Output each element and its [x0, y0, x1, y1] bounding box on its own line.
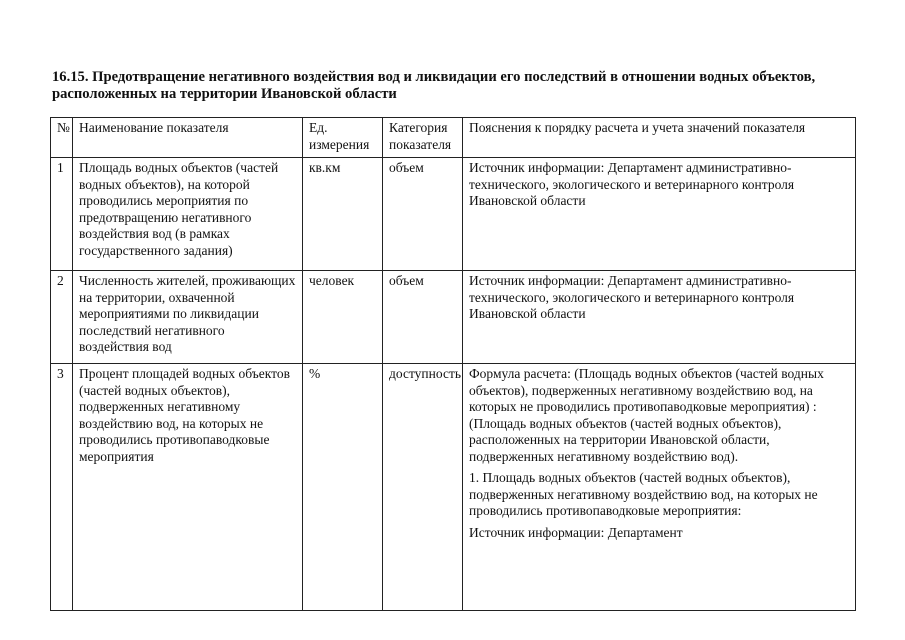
header-explanation: Пояснения к порядку расчета и учета значений показателя — [463, 118, 856, 158]
header-unit: Ед. измерения — [303, 118, 383, 158]
cell-explanation — [463, 158, 856, 271]
section-heading: 16.15. Предотвращение негативного воздействия вод и ликвидации его последствий в отношении водных объектов, расположенных на территории Ивановской области — [52, 69, 816, 102]
cell-category: объем — [383, 158, 463, 271]
table-row — [51, 271, 856, 364]
table-row — [51, 364, 856, 611]
cell-category: доступность — [383, 364, 463, 611]
table-row — [51, 158, 856, 271]
cell-unit: человек — [303, 271, 383, 364]
cell-name: Площадь водных объектов (частей водных объектов), на которой проводились мероприятия по предотвращению негативного воздействия вод (в рамках государственного задания) — [73, 158, 303, 271]
cell-category: объем — [383, 271, 463, 364]
explanation-paragraph: Источник информации: Департамент административно-технического, экологического и ветеринарного контроля Ивановской области — [469, 273, 795, 321]
cell-num: 1 — [51, 158, 73, 271]
cell-name: Численность жителей, проживающих на территории, охваченной мероприятиями по ликвидации последствий негативного воздействия вод — [73, 271, 303, 364]
explanation-paragraph: Формула расчета: (Площадь водных объектов (частей водных объектов), подверженных негативному воздействию вод, на которых не проводились противопаводковые мероприятия) : (Площадь водных объектов (частей водных объектов), расположенных на территории Ивановской области, подверженных негативному воздействию вод). — [469, 366, 824, 464]
cell-num: 3 — [51, 364, 73, 611]
cell-unit: % — [303, 364, 383, 611]
table-header-row — [51, 118, 856, 158]
cell-unit: кв.км — [303, 158, 383, 271]
explanation-paragraph: Источник информации: Департамент — [469, 524, 683, 540]
cell-explanation — [463, 271, 856, 364]
cell-name: Процент площадей водных объектов (частей водных объектов), подверженных негативному воздействию вод, на которых не проводились противопаводковые мероприятия — [73, 364, 303, 611]
explanation-paragraph: Источник информации: Департамент административно-технического, экологического и ветеринарного контроля Ивановской области — [469, 160, 795, 208]
header-num: № — [51, 118, 73, 158]
cell-explanation — [463, 364, 856, 611]
explanation-paragraph: 1. Площадь водных объектов (частей водных объектов), подверженных негативному воздействию вод, на которых не проводились противопаводковые мероприятия: — [469, 470, 818, 518]
header-category: Категория показателя — [383, 118, 463, 158]
indicators-table — [50, 117, 856, 611]
cell-num: 2 — [51, 271, 73, 364]
header-name: Наименование показателя — [73, 118, 303, 158]
